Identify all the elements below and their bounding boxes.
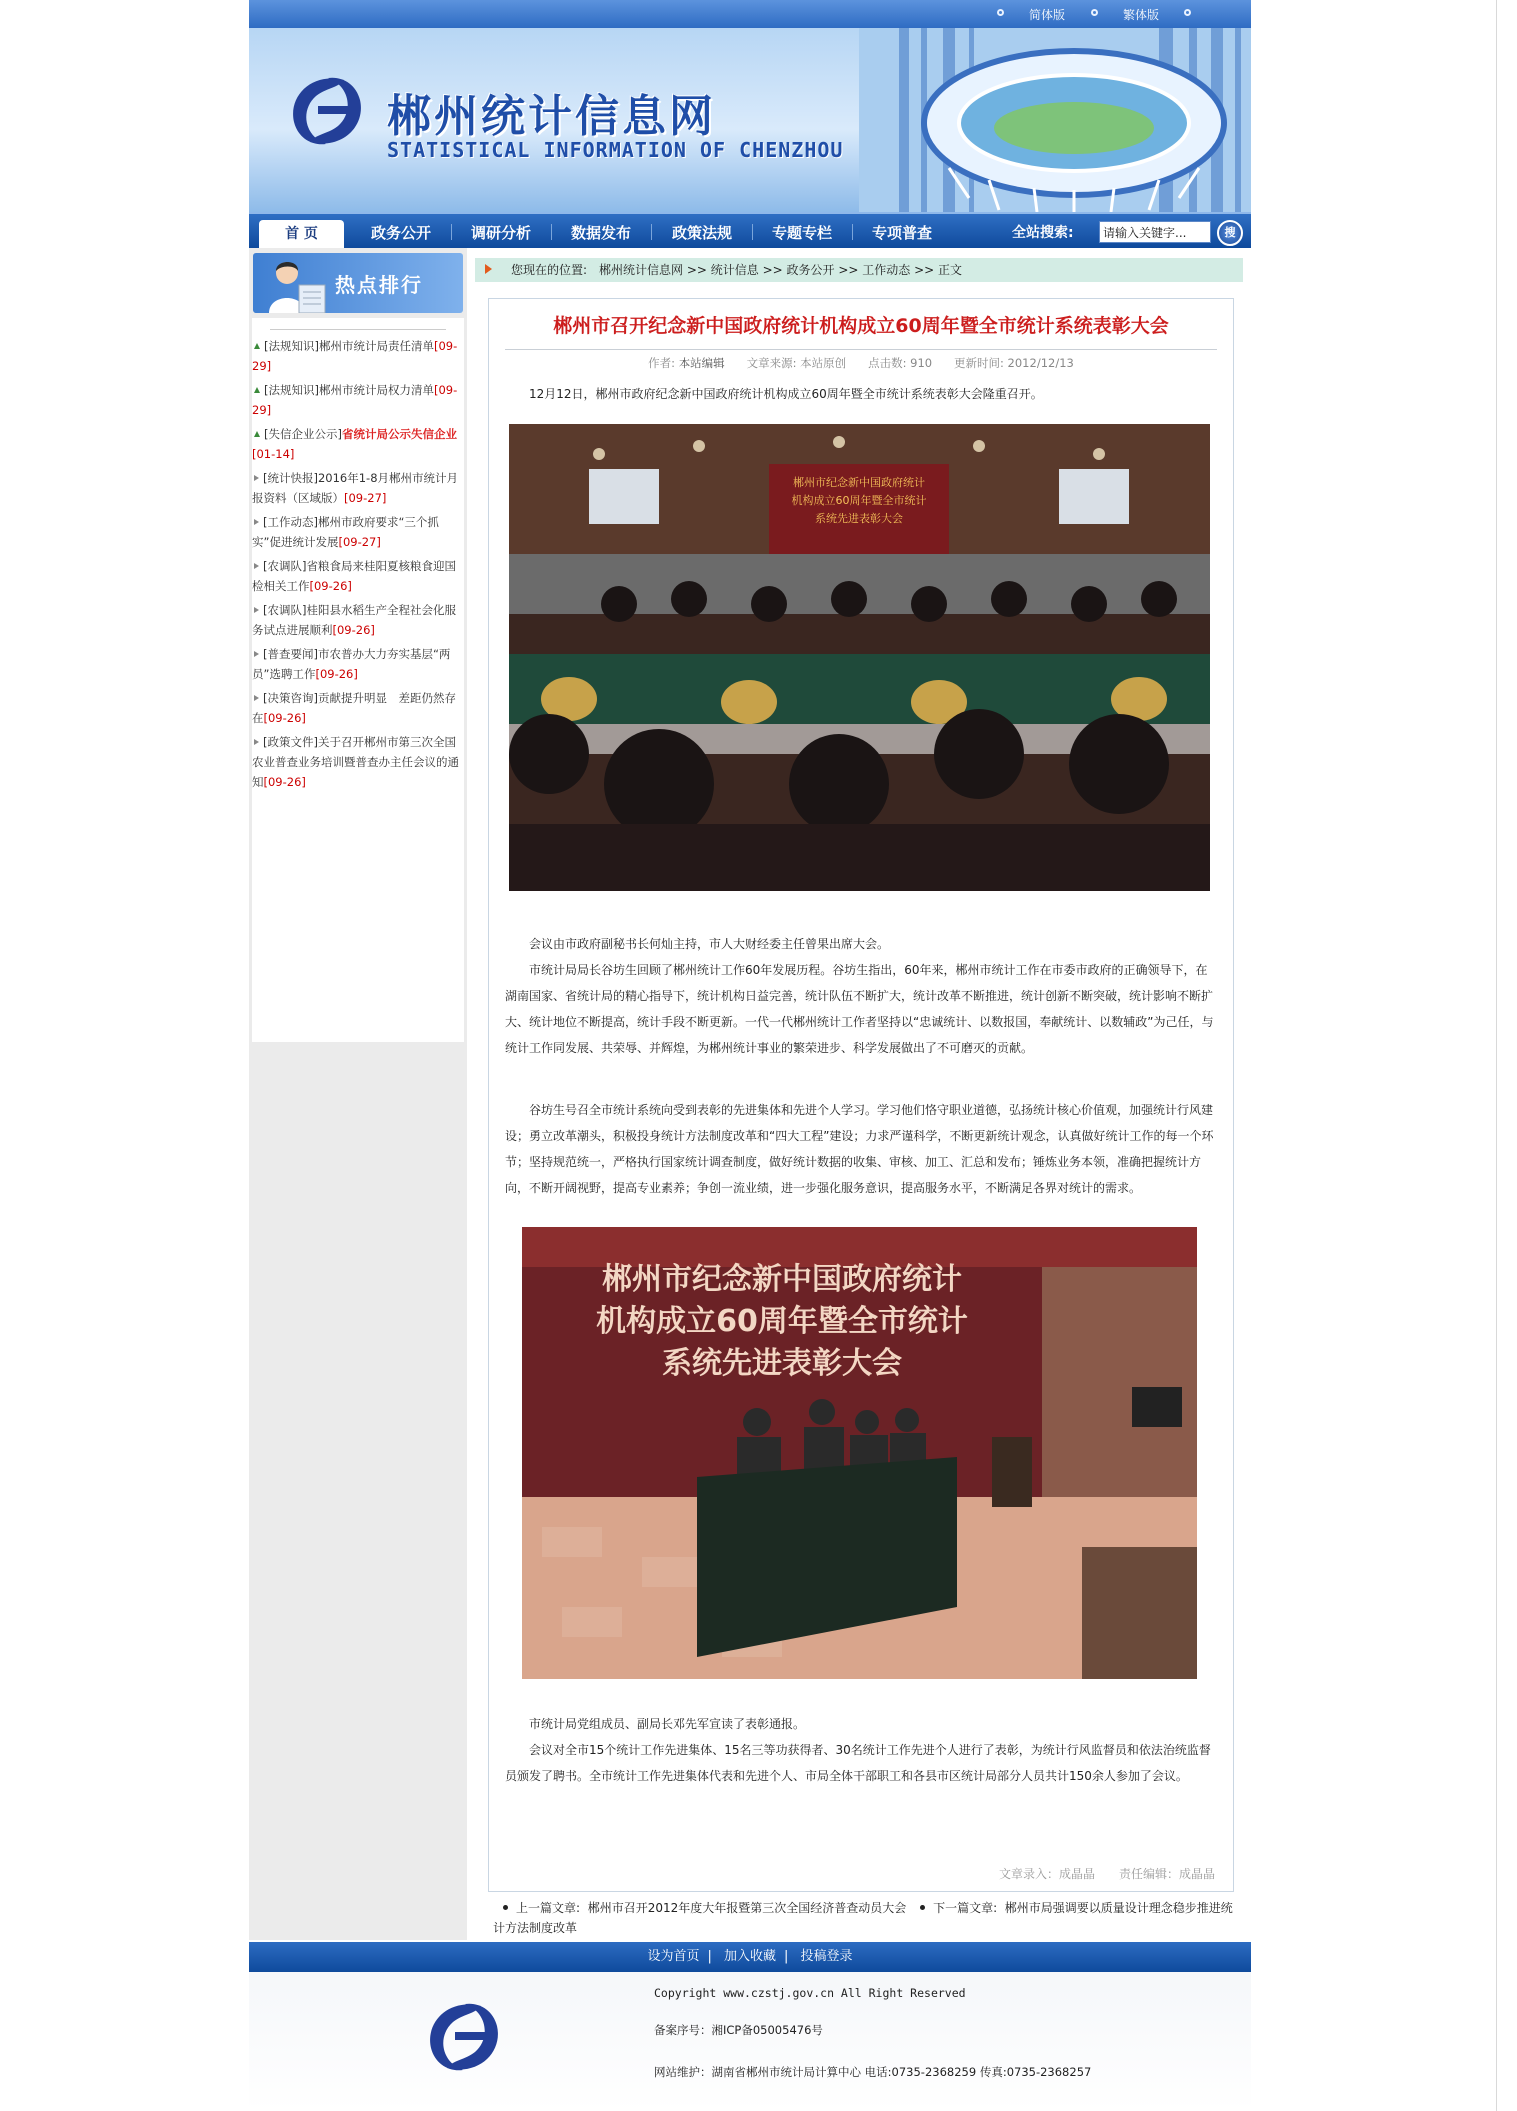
divider [270, 329, 446, 330]
arrow-right-icon [254, 475, 259, 481]
next-article-link[interactable]: 郴州市局强调要以质量设计理念稳步推进统计方法制度改革 [493, 1901, 1233, 1935]
arrow-right-icon [254, 739, 259, 745]
hot-item[interactable]: [决策咨询]贡献提升明显 差距仍然存在[09-26] [252, 691, 456, 725]
nav-data-release[interactable]: 数据发布 [571, 224, 632, 242]
hot-item[interactable]: [普查要闻]市农普办大力夯实基层“两员”选聘工作[09-26] [252, 647, 451, 681]
meeting-hall-photo [509, 424, 1210, 891]
page-edge [1496, 0, 1497, 2111]
add-favorite-link[interactable]: 加入收藏 [723, 1949, 776, 1964]
paragraph: 12月12日，郴州市政府纪念新中国政府统计机构成立60周年暨全市统计系统表彰大会隆重召开。 [529, 387, 1043, 401]
arrow-right-icon [254, 695, 259, 701]
banner-line: 郴州市纪念新中国政府统计 [602, 1262, 962, 1297]
banner-line: 系统先进表彰大会 [662, 1346, 902, 1381]
header-banner [249, 28, 1251, 212]
nav-divider [752, 224, 753, 240]
arrow-right-icon [254, 607, 259, 613]
footer [249, 1972, 1251, 2111]
stadium-graphic [859, 28, 1251, 212]
hot-item[interactable]: [工作动态]郴州市政府要求“三个抓实”促进统计发展[09-27] [252, 515, 439, 549]
banner-line: 机构成立60周年暨全市统计 [596, 1304, 968, 1339]
svg-text:郴州市纪念新中国政府统计: 郴州市纪念新中国政府统计 [793, 476, 925, 489]
arrow-up-icon [254, 387, 260, 393]
hot-item[interactable]: [农调队]省粮食局来桂阳夏核粮食迎国检相关工作[09-26] [252, 559, 456, 593]
nav-home[interactable]: 首 页 [259, 220, 344, 248]
article-meta: 作者: 本站编辑 文章来源: 本站原创 点击数: 910 更新时间: 2012/12/13 [648, 356, 1074, 370]
rostrum-photo [522, 1227, 1197, 1679]
divider [505, 349, 1217, 350]
icp-number: 备案序号：湘ICP备05005476号 [654, 2023, 823, 2037]
top-bar [249, 0, 1251, 29]
footer-links: 设为首页 | 加入收藏 | 投稿登录 [249, 1942, 1251, 1972]
footer-logo-icon [419, 1992, 509, 2082]
hot-item[interactable]: [法规知识]郴州市统计局权力清单[09-29] [252, 383, 458, 417]
hot-item[interactable]: [农调队]桂阳县水稻生产全程社会化服务试点进展顺利[09-26] [252, 603, 456, 637]
arrow-up-icon [254, 343, 260, 349]
paragraph: 会议对全市15个统计工作先进集体、15名三等功获得者、30名统计工作先进个人进行了表彰，为统计行风监督员和依法治统监督员颁发了聘书。全市统计工作先进集体代表和先进个人、市局全体干部职工和各县市区统计局部分人员共计150余人参加了会议。 [505, 1743, 1211, 1783]
page [249, 0, 1251, 2111]
arrow-right-icon [254, 563, 259, 569]
bullet-icon [997, 9, 1004, 16]
paragraph: 会议由市政府副秘书长何灿主持，市人大财经委主任曾果出席大会。 [529, 937, 890, 951]
breadcrumb-text[interactable]: 您现在的位置: 郴州统计信息网 >> 统计信息 >> 政务公开 >> 工作动态 >> 正文 [511, 263, 962, 277]
submit-login-link[interactable]: 投稿登录 [800, 1949, 853, 1964]
paragraph: 市统计局党组成员、副局长邓先军宣读了表彰通报。 [529, 1717, 806, 1731]
svg-text:机构成立60周年暨全市统计: 机构成立60周年暨全市统计 [791, 494, 927, 507]
search-input[interactable] [1099, 221, 1211, 243]
hot-list [252, 318, 464, 1042]
article [488, 298, 1234, 1892]
search-button[interactable]: 搜 [1217, 220, 1243, 246]
paragraph: 市统计局局长谷坊生回顾了郴州统计工作60年发展历程。谷坊生指出，60年来，郴州市统计工作在市委市政府的正确领导下，在湖南国家、省统计局的精心指导下，统计机构日益完善，统计队伍不断扩大，统计改革不断推进，统计创新不断突破，统计影响不断扩大、统计地位不断提高，统计手段不断更新。一代一代郴州统计工作者坚持以“忠诚统计、以数报国，奉献统计、以数辅政”为己任，与统计工作同发展、共荣辱、并辉煌，为郴州统计事业的繁荣进步、科学发展做出了不可磨灭的贡献。 [505, 963, 1214, 1055]
set-homepage-link[interactable]: 设为首页 [647, 1949, 700, 1964]
nav-gov-affairs[interactable]: 政务公开 [371, 224, 432, 242]
prev-next: 上一篇文章: 郴州市召开2012年度大年报暨第三次全国经济普查动员大会 下一篇文章: 郴州市局强调要以质量设计理念稳步推进统计方法制度改革 [493, 1901, 1233, 1935]
maintenance-info: 网站维护：湖南省郴州市统计局计算中心 电话:0735-2368259 传真:0735-2368257 [654, 2065, 1092, 2079]
hot-item[interactable]: [政策文件]关于召开郴州市第三次全国农业普查业务培训暨普查办主任会议的通知[09-26] [252, 735, 459, 789]
hot-ranking-header [253, 253, 463, 313]
bullet-icon [1184, 9, 1191, 16]
sidebar [249, 248, 467, 1940]
hot-item[interactable]: [统计快报]2016年1-8月郴州市统计月报资料（区域版）[09-27] [252, 471, 459, 505]
nav-topics[interactable]: 专题专栏 [772, 224, 833, 242]
bullet-icon [920, 1905, 925, 1910]
bullet-icon [503, 1905, 508, 1910]
nav-divider [551, 224, 552, 240]
nav-census[interactable]: 专项普查 [872, 224, 933, 242]
main-nav [249, 212, 1251, 248]
arrow-up-icon [254, 431, 260, 437]
site-subtitle: STATISTICAL INFORMATION OF CHENZHOU [387, 138, 844, 162]
traditional-link[interactable]: 繁体版 [1123, 8, 1160, 22]
bullet-icon [1091, 9, 1098, 16]
nav-divider [451, 224, 452, 240]
nav-research[interactable]: 调研分析 [471, 224, 532, 242]
nav-divider [651, 224, 652, 240]
copyright: Copyright www.czstj.gov.cn All Right Reserved [654, 1986, 966, 2000]
nav-policy[interactable]: 政策法规 [672, 224, 733, 242]
site-logo-icon [282, 66, 372, 156]
person-reading-icon [259, 255, 329, 313]
arrow-right-icon [254, 651, 259, 657]
simplified-link[interactable]: 简体版 [1029, 8, 1066, 22]
paragraph: 谷坊生号召全市统计系统向受到表彰的先进集体和先进个人学习。学习他们恪守职业道德，弘扬统计核心价值观，加强统计行风建设；勇立改革潮头，积极投身统计方法制度改革和“四大工程”建设；力求严谨科学，不断更新统计观念，认真做好统计工作的每一个环节；坚持规范统一，严格执行国家统计调查制度，做好统计数据的收集、审核、加工、汇总和发布；锤炼业务本领，准确把握统计方向，不断开阔视野，提高专业素养；争创一流业绩，进一步强化服务意识，提高服务水平，不断满足各界对统计的需求。 [505, 1103, 1214, 1195]
prev-article-link[interactable]: 郴州市召开2012年度大年报暨第三次全国经济普查动员大会 [587, 1901, 907, 1915]
site-title: 郴州统计信息网 [387, 91, 716, 142]
arrow-right-icon [254, 519, 259, 525]
article-title: 郴州市召开纪念新中国政府统计机构成立60周年暨全市统计系统表彰大会 [553, 315, 1169, 337]
search-label: 全站搜索: [1012, 225, 1074, 241]
breadcrumb [475, 258, 1243, 282]
hot-ranking-title: 热点排行 [335, 273, 423, 297]
svg-text:系统先进表彰大会: 系统先进表彰大会 [815, 512, 903, 525]
nav-divider [852, 224, 853, 240]
hot-item[interactable]: [法规知识]郴州市统计局责任清单[09-29] [252, 339, 458, 373]
article-editor: 文章录入：成晶晶 责任编辑：成晶晶 [998, 1867, 1215, 1881]
hot-item[interactable]: [失信企业公示]省统计局公示失信企业[01-14] [252, 427, 457, 461]
arrow-right-icon [485, 264, 492, 274]
